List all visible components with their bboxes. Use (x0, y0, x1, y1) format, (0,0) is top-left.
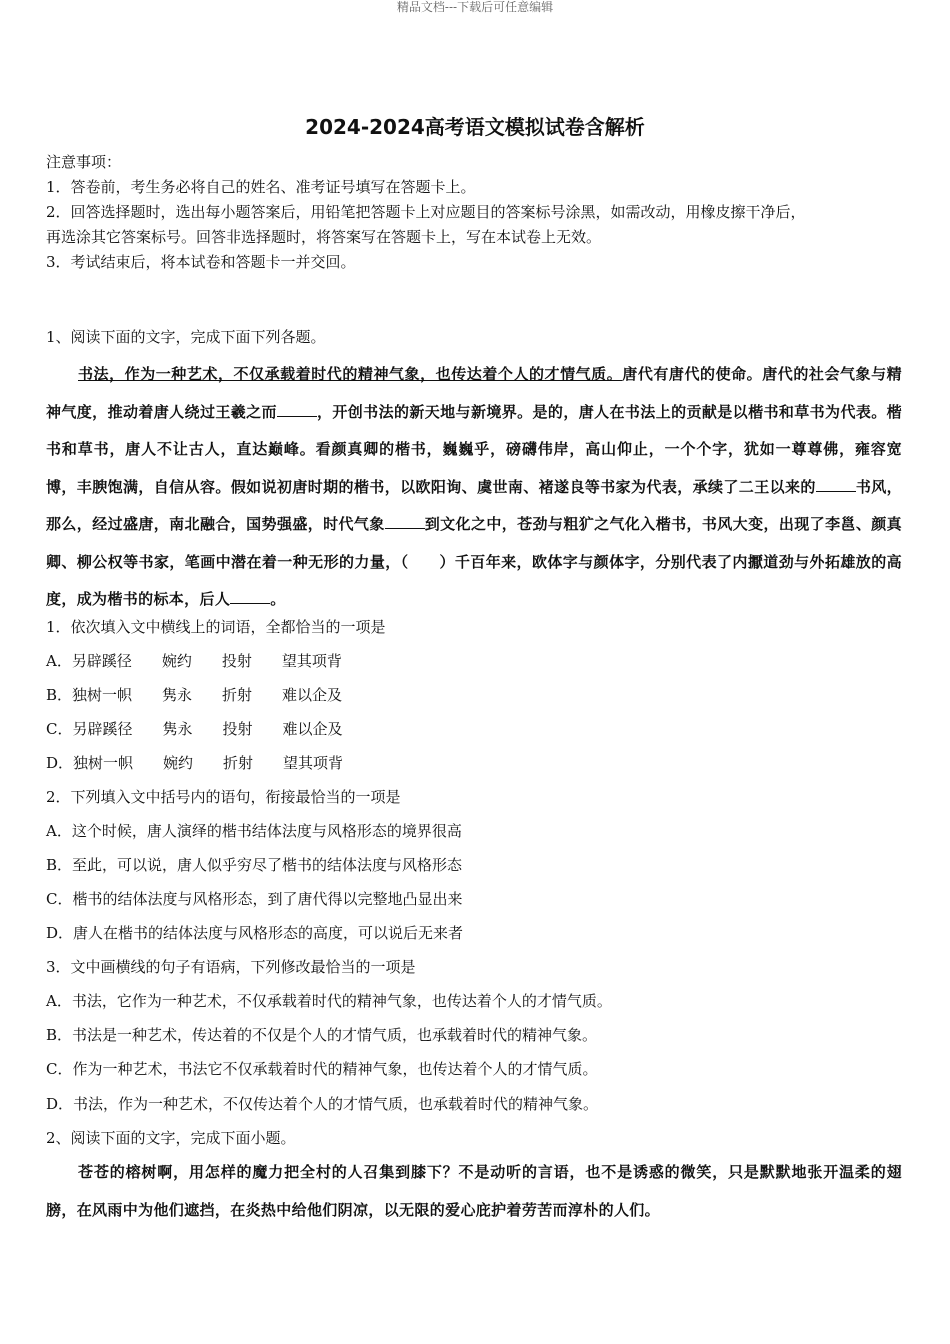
underlined-sentence: 书法，作为一种艺术，不仅承载着时代的精神气象，也传达着个人的才情气质。 (78, 365, 623, 383)
passage-part-4: 到文化之中，苍劲与粗犷之气化入楷书，书风大变，出现了李邕、颜真卿、柳公权等书家，笔画中潜在着一种无形的力量，（ ）千百年来，欧体字与颜体字，分别代表了内擫道劲与外拓雄放的高度，成为楷书的标本，后人 (46, 515, 902, 608)
question-2: 2．下列填入文中括号内的语句，衔接最恰当的一项是 (46, 788, 401, 806)
passage-part-1: 唐代有唐代的使命。唐代的社会气象与精神气度，推动着唐人绕过王羲之而 (46, 365, 902, 421)
section2-heading: 2、阅读下面的文字，完成下面小题。 (46, 1129, 296, 1147)
header-note: 精品文档---下载后可任意编辑 (396, 0, 554, 14)
q3-option-d: D．书法，作为一种艺术，不仅传达着个人的才情气质，也承载着时代的精神气象。 (46, 1095, 599, 1113)
q1-option-d: D．独树一帜 婉约 折射 望其项背 (46, 754, 344, 772)
q3-option-c: C．作为一种艺术，书法它不仅承载着时代的精神气象，也传达着个人的才情气质。 (46, 1060, 598, 1078)
document-title: 2024-2024高考语文模拟试卷含解析 (305, 115, 645, 139)
q1-option-c: C．另辟蹊径 隽永 投射 难以企及 (46, 720, 343, 738)
section1-heading: 1、阅读下面的文字，完成下面下列各题。 (46, 328, 326, 346)
fill-blank-4 (230, 589, 270, 604)
q2-option-a: A．这个时候，唐人演绎的楷书结体法度与风格形态的境界很高 (46, 822, 462, 840)
fill-blank-1 (277, 402, 317, 417)
section1-passage (46, 356, 902, 619)
notice-item-2-cont: 再选涂其它答案标号。回答非选择题时，将答案写在答题卡上，写在本试卷上无效。 (46, 228, 602, 246)
notice-heading: 注意事项： (46, 153, 122, 171)
section2-passage: 苍苍的榕树啊，用怎样的魔力把全村的人召集到膝下？不是动听的言语，也不是诱惑的微笑，只是默默地张开温柔的翅膀，在风雨中为他们遮挡，在炎热中给他们阴凉，以无限的爱心庇护着劳苦而淳朴的人们。 (46, 1163, 902, 1219)
question-1: 1．依次填入文中横线上的词语，全都恰当的一项是 (46, 618, 386, 636)
notice-item-3: 3．考试结束后，将本试卷和答题卡一并交回。 (46, 253, 356, 271)
q2-option-b: B．至此，可以说，唐人似乎穷尽了楷书的结体法度与风格形态 (46, 856, 463, 874)
q1-option-b: B．独树一帜 隽永 折射 难以企及 (46, 686, 343, 704)
passage-end: 。 (270, 590, 286, 608)
q3-option-a: A．书法，它作为一种艺术，不仅承载着时代的精神气象，也传达着个人的才情气质。 (46, 992, 612, 1010)
passage-part-2: ，开创书法的新天地与新境界。是的，唐人在书法上的贡献是以楷书和草书为代表。楷书和草书，唐人不让古人，直达巅峰。看颜真卿的楷书，巍巍乎，磅礴伟岸，高山仰止，一个个字，犹如一尊尊佛，雍容宽博，丰腴饱满，自信从容。假如说初唐时期的楷书，以欧阳询、虞世南、褚遂良等书家为代表，承续了二王以来的 (46, 402, 902, 496)
question-3: 3．文中画横线的句子有语病，下列修改最恰当的一项是 (46, 958, 416, 976)
passage-part-3: 书风，那么，经过盛唐，南北融合，国势强盛，时代气象 (46, 477, 902, 533)
q2-option-d: D．唐人在楷书的结体法度与风格形态的高度，可以说后无来者 (46, 924, 464, 942)
notice-item-1: 1．答卷前，考生务必将自己的姓名、准考证号填写在答题卡上。 (46, 178, 476, 196)
fill-blank-3 (385, 514, 425, 529)
q3-option-b: B．书法是一种艺术，传达着的不仅是个人的才情气质，也承载着时代的精神气象。 (46, 1026, 598, 1044)
notice-item-2: 2．回答选择题时，选出每小题答案后，用铅笔把答题卡上对应题目的答案标号涂黑，如需改动，用橡皮擦干净后， (46, 203, 806, 221)
q2-option-c: C．楷书的结体法度与风格形态，到了唐代得以完整地凸显出来 (46, 890, 463, 908)
q1-option-a: A．另辟蹊径 婉约 投射 望其项背 (46, 652, 342, 670)
fill-blank-2 (816, 477, 856, 492)
